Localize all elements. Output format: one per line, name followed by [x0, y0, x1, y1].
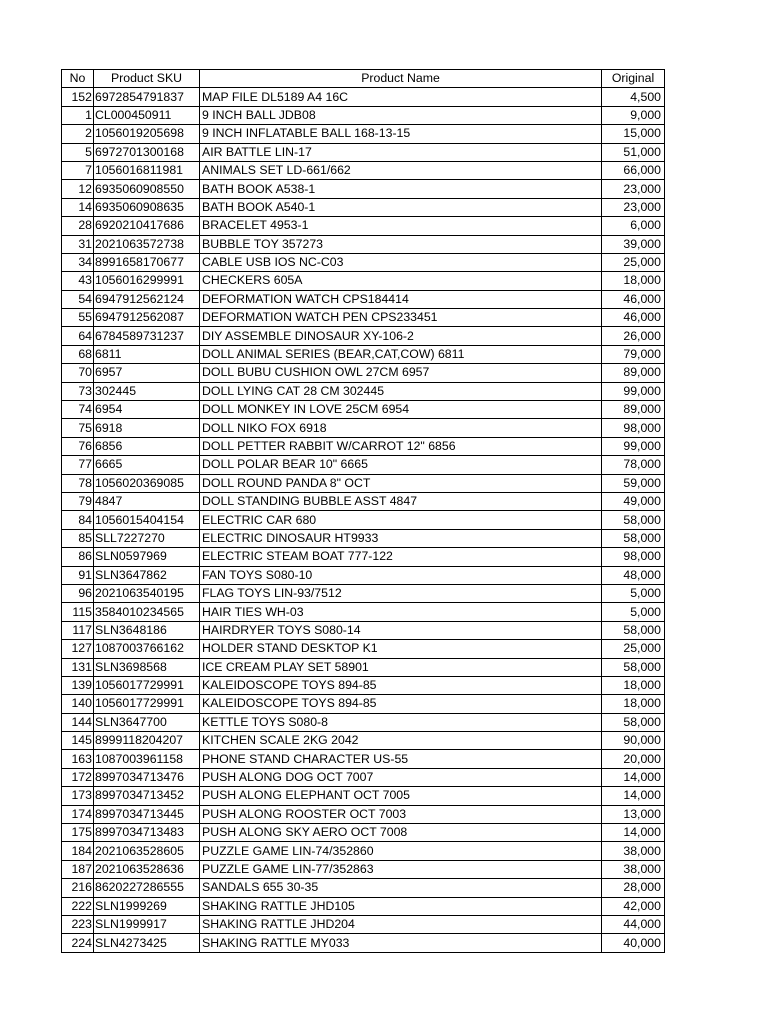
cell-original: 78,000 — [602, 456, 665, 474]
cell-product-name: ICE CREAM PLAY SET 58901 — [200, 658, 602, 676]
cell-original: 18,000 — [602, 676, 665, 694]
cell-product-sku: 6856 — [94, 437, 200, 455]
cell-original: 18,000 — [602, 272, 665, 290]
table-row — [62, 805, 665, 823]
product-table — [61, 69, 665, 953]
table-row — [62, 548, 665, 566]
cell-no: 43 — [62, 272, 94, 290]
cell-product-name: DOLL MONKEY IN LOVE 25CM 6954 — [200, 401, 602, 419]
cell-original: 58,000 — [602, 511, 665, 529]
table-row — [62, 658, 665, 676]
cell-product-sku: 4847 — [94, 492, 200, 510]
cell-product-sku: 6954 — [94, 401, 200, 419]
cell-product-sku: SLN3647862 — [94, 566, 200, 584]
table-row — [62, 290, 665, 308]
cell-no: 96 — [62, 584, 94, 602]
cell-original: 46,000 — [602, 309, 665, 327]
cell-original: 89,000 — [602, 401, 665, 419]
cell-product-name: HAIR TIES WH-03 — [200, 603, 602, 621]
cell-no: 75 — [62, 419, 94, 437]
table-row — [62, 934, 665, 952]
cell-product-name: PHONE STAND CHARACTER US-55 — [200, 750, 602, 768]
cell-no: 224 — [62, 934, 94, 952]
cell-no: 84 — [62, 511, 94, 529]
cell-product-name: SHAKING RATTLE JHD105 — [200, 897, 602, 915]
table-row — [62, 621, 665, 639]
table-row — [62, 253, 665, 271]
cell-original: 42,000 — [602, 897, 665, 915]
cell-product-sku: 1056017729991 — [94, 676, 200, 694]
table-row — [62, 897, 665, 915]
table-row — [62, 143, 665, 161]
cell-no: 216 — [62, 879, 94, 897]
cell-original: 5,000 — [602, 584, 665, 602]
table-row — [62, 842, 665, 860]
cell-no: 12 — [62, 180, 94, 198]
cell-product-sku: 1056020369085 — [94, 474, 200, 492]
cell-no: 68 — [62, 345, 94, 363]
cell-product-name: HAIRDRYER TOYS S080-14 — [200, 621, 602, 639]
cell-original: 25,000 — [602, 640, 665, 658]
cell-no: 31 — [62, 235, 94, 253]
cell-product-name: PUSH ALONG DOG OCT 7007 — [200, 768, 602, 786]
table-row — [62, 217, 665, 235]
cell-product-sku: 1087003961158 — [94, 750, 200, 768]
cell-product-sku: 6918 — [94, 419, 200, 437]
cell-no: 131 — [62, 658, 94, 676]
cell-product-name: ELECTRIC CAR 680 — [200, 511, 602, 529]
cell-no: 115 — [62, 603, 94, 621]
cell-no: 172 — [62, 768, 94, 786]
cell-product-name: ELECTRIC STEAM BOAT 777-122 — [200, 548, 602, 566]
cell-product-sku: 302445 — [94, 382, 200, 400]
table-row — [62, 529, 665, 547]
cell-product-name: DOLL POLAR BEAR 10" 6665 — [200, 456, 602, 474]
cell-product-name: PUSH ALONG ROOSTER OCT 7003 — [200, 805, 602, 823]
cell-no: 184 — [62, 842, 94, 860]
cell-original: 6,000 — [602, 217, 665, 235]
cell-product-sku: 1056019205698 — [94, 125, 200, 143]
cell-original: 58,000 — [602, 529, 665, 547]
cell-product-sku: 1056015404154 — [94, 511, 200, 529]
cell-original: 38,000 — [602, 860, 665, 878]
cell-original: 46,000 — [602, 290, 665, 308]
cell-product-sku: 1056016299991 — [94, 272, 200, 290]
cell-original: 44,000 — [602, 915, 665, 933]
cell-no: 139 — [62, 676, 94, 694]
table-row — [62, 492, 665, 510]
table-row — [62, 566, 665, 584]
table-row — [62, 235, 665, 253]
cell-product-name: DOLL BUBU CUSHION OWL 27CM 6957 — [200, 364, 602, 382]
cell-product-name: PUSH ALONG SKY AERO OCT 7008 — [200, 824, 602, 842]
cell-product-name: MAP FILE DL5189 A4 16C — [200, 88, 602, 106]
cell-product-name: SANDALS 655 30-35 — [200, 879, 602, 897]
header-no: No — [62, 70, 94, 88]
cell-product-name: PUZZLE GAME LIN-77/352863 — [200, 860, 602, 878]
cell-product-sku: CL000450911 — [94, 106, 200, 124]
cell-no: 173 — [62, 787, 94, 805]
cell-original: 4,500 — [602, 88, 665, 106]
cell-product-sku: 2021063572738 — [94, 235, 200, 253]
cell-product-sku: 6947912562087 — [94, 309, 200, 327]
cell-product-name: DEFORMATION WATCH PEN CPS233451 — [200, 309, 602, 327]
cell-product-sku: 2021063528605 — [94, 842, 200, 860]
cell-no: 64 — [62, 327, 94, 345]
cell-no: 91 — [62, 566, 94, 584]
cell-no: 2 — [62, 125, 94, 143]
cell-no: 1 — [62, 106, 94, 124]
cell-product-name: 9 INCH INFLATABLE BALL 168-13-15 — [200, 125, 602, 143]
cell-product-sku: 6920210417686 — [94, 217, 200, 235]
cell-product-sku: 6935060908550 — [94, 180, 200, 198]
cell-original: 40,000 — [602, 934, 665, 952]
table-row — [62, 860, 665, 878]
table-row — [62, 695, 665, 713]
cell-original: 49,000 — [602, 492, 665, 510]
cell-product-name: FAN TOYS S080-10 — [200, 566, 602, 584]
table-row — [62, 584, 665, 602]
cell-no: 140 — [62, 695, 94, 713]
cell-original: 66,000 — [602, 161, 665, 179]
cell-product-name: ANIMALS SET LD-661/662 — [200, 161, 602, 179]
cell-original: 5,000 — [602, 603, 665, 621]
cell-no: 145 — [62, 732, 94, 750]
table-row — [62, 511, 665, 529]
cell-product-sku: SLN1999917 — [94, 915, 200, 933]
cell-no: 78 — [62, 474, 94, 492]
cell-original: 25,000 — [602, 253, 665, 271]
cell-product-sku: 6972701300168 — [94, 143, 200, 161]
cell-product-name: PUSH ALONG ELEPHANT OCT 7005 — [200, 787, 602, 805]
cell-original: 79,000 — [602, 345, 665, 363]
table-row — [62, 787, 665, 805]
cell-original: 39,000 — [602, 235, 665, 253]
cell-no: 34 — [62, 253, 94, 271]
cell-original: 14,000 — [602, 824, 665, 842]
cell-product-name: DOLL LYING CAT 28 CM 302445 — [200, 382, 602, 400]
cell-product-sku: 1087003766162 — [94, 640, 200, 658]
cell-original: 58,000 — [602, 713, 665, 731]
cell-product-sku: 8997034713445 — [94, 805, 200, 823]
cell-original: 58,000 — [602, 658, 665, 676]
cell-product-sku: 6665 — [94, 456, 200, 474]
cell-product-name: DOLL PETTER RABBIT W/CARROT 12" 6856 — [200, 437, 602, 455]
cell-product-sku: 2021063528636 — [94, 860, 200, 878]
cell-product-name: AIR BATTLE LIN-17 — [200, 143, 602, 161]
table-row — [62, 713, 665, 731]
table-row — [62, 879, 665, 897]
cell-product-name: PUZZLE GAME LIN-74/352860 — [200, 842, 602, 860]
cell-product-name: CABLE USB IOS NC-C03 — [200, 253, 602, 271]
table-row — [62, 676, 665, 694]
table-row — [62, 382, 665, 400]
cell-product-sku: 1056016811981 — [94, 161, 200, 179]
header-row — [62, 70, 665, 88]
table-row — [62, 180, 665, 198]
table-row — [62, 272, 665, 290]
cell-product-name: FLAG TOYS LIN-93/7512 — [200, 584, 602, 602]
cell-no: 152 — [62, 88, 94, 106]
cell-product-name: DIY ASSEMBLE DINOSAUR XY-106-2 — [200, 327, 602, 345]
cell-product-name: DOLL NIKO FOX 6918 — [200, 419, 602, 437]
cell-original: 23,000 — [602, 198, 665, 216]
cell-original: 98,000 — [602, 548, 665, 566]
table-row — [62, 198, 665, 216]
cell-product-name: BATH BOOK A538-1 — [200, 180, 602, 198]
cell-product-sku: SLN3698568 — [94, 658, 200, 676]
cell-original: 51,000 — [602, 143, 665, 161]
cell-product-name: 9 INCH BALL JDB08 — [200, 106, 602, 124]
cell-original: 98,000 — [602, 419, 665, 437]
cell-product-sku: SLN3648186 — [94, 621, 200, 639]
table-row — [62, 456, 665, 474]
cell-product-sku: 6784589731237 — [94, 327, 200, 345]
table-row — [62, 364, 665, 382]
cell-product-sku: SLN4273425 — [94, 934, 200, 952]
cell-product-name: DEFORMATION WATCH CPS184414 — [200, 290, 602, 308]
cell-no: 222 — [62, 897, 94, 915]
cell-product-name: DOLL ANIMAL SERIES (BEAR,CAT,COW) 6811 — [200, 345, 602, 363]
cell-no: 5 — [62, 143, 94, 161]
table-row — [62, 327, 665, 345]
cell-product-name: KALEIDOSCOPE TOYS 894-85 — [200, 695, 602, 713]
cell-original: 99,000 — [602, 382, 665, 400]
cell-product-name: BATH BOOK A540-1 — [200, 198, 602, 216]
cell-no: 127 — [62, 640, 94, 658]
cell-product-sku: SLL7227270 — [94, 529, 200, 547]
cell-original: 9,000 — [602, 106, 665, 124]
cell-product-name: CHECKERS 605A — [200, 272, 602, 290]
table-row — [62, 345, 665, 363]
table-row — [62, 768, 665, 786]
cell-product-name: BRACELET 4953-1 — [200, 217, 602, 235]
cell-no: 55 — [62, 309, 94, 327]
cell-no: 79 — [62, 492, 94, 510]
cell-no: 74 — [62, 401, 94, 419]
cell-product-sku: 6957 — [94, 364, 200, 382]
cell-product-sku: 3584010234565 — [94, 603, 200, 621]
cell-no: 77 — [62, 456, 94, 474]
cell-product-name: KALEIDOSCOPE TOYS 894-85 — [200, 676, 602, 694]
cell-original: 89,000 — [602, 364, 665, 382]
cell-product-sku: SLN1999269 — [94, 897, 200, 915]
table-row — [62, 750, 665, 768]
cell-no: 28 — [62, 217, 94, 235]
header-product-sku: Product SKU — [94, 70, 200, 88]
cell-product-sku: 1056017729991 — [94, 695, 200, 713]
cell-original: 14,000 — [602, 787, 665, 805]
cell-original: 15,000 — [602, 125, 665, 143]
cell-original: 18,000 — [602, 695, 665, 713]
cell-original: 28,000 — [602, 879, 665, 897]
cell-product-sku: SLN0597969 — [94, 548, 200, 566]
cell-product-name: DOLL STANDING BUBBLE ASST 4847 — [200, 492, 602, 510]
cell-no: 223 — [62, 915, 94, 933]
cell-no: 7 — [62, 161, 94, 179]
table-row — [62, 603, 665, 621]
cell-no: 14 — [62, 198, 94, 216]
cell-product-sku: 2021063540195 — [94, 584, 200, 602]
table-row — [62, 309, 665, 327]
table-row — [62, 915, 665, 933]
cell-product-sku: 8999118204207 — [94, 732, 200, 750]
cell-product-sku: 6811 — [94, 345, 200, 363]
cell-no: 175 — [62, 824, 94, 842]
cell-product-name: HOLDER STAND DESKTOP K1 — [200, 640, 602, 658]
cell-product-name: BUBBLE TOY 357273 — [200, 235, 602, 253]
cell-product-name: ELECTRIC DINOSAUR HT9933 — [200, 529, 602, 547]
cell-product-sku: 6947912562124 — [94, 290, 200, 308]
cell-original: 26,000 — [602, 327, 665, 345]
cell-no: 70 — [62, 364, 94, 382]
table-row — [62, 732, 665, 750]
table-row — [62, 161, 665, 179]
cell-no: 187 — [62, 860, 94, 878]
cell-product-sku: 8620227286555 — [94, 879, 200, 897]
cell-product-name: SHAKING RATTLE JHD204 — [200, 915, 602, 933]
cell-product-name: SHAKING RATTLE MY033 — [200, 934, 602, 952]
cell-no: 73 — [62, 382, 94, 400]
cell-original: 38,000 — [602, 842, 665, 860]
cell-no: 76 — [62, 437, 94, 455]
cell-product-sku: 8997034713452 — [94, 787, 200, 805]
cell-original: 23,000 — [602, 180, 665, 198]
table-row — [62, 474, 665, 492]
cell-original: 90,000 — [602, 732, 665, 750]
cell-product-name: DOLL ROUND PANDA 8" OCT — [200, 474, 602, 492]
cell-product-name: KITCHEN SCALE 2KG 2042 — [200, 732, 602, 750]
table-row — [62, 437, 665, 455]
header-product-name: Product Name — [200, 70, 602, 88]
table-row — [62, 824, 665, 842]
cell-product-name: KETTLE TOYS S080-8 — [200, 713, 602, 731]
cell-no: 54 — [62, 290, 94, 308]
table-row — [62, 401, 665, 419]
table-row — [62, 88, 665, 106]
cell-original: 20,000 — [602, 750, 665, 768]
cell-original: 59,000 — [602, 474, 665, 492]
table-row — [62, 640, 665, 658]
cell-product-sku: 8997034713483 — [94, 824, 200, 842]
cell-original: 58,000 — [602, 621, 665, 639]
cell-product-sku: 6972854791837 — [94, 88, 200, 106]
cell-product-sku: 6935060908635 — [94, 198, 200, 216]
cell-no: 163 — [62, 750, 94, 768]
cell-original: 13,000 — [602, 805, 665, 823]
cell-original: 99,000 — [602, 437, 665, 455]
header-original: Original — [602, 70, 665, 88]
table-row — [62, 419, 665, 437]
cell-product-sku: 8991658170677 — [94, 253, 200, 271]
cell-no: 174 — [62, 805, 94, 823]
cell-no: 86 — [62, 548, 94, 566]
cell-no: 85 — [62, 529, 94, 547]
cell-original: 48,000 — [602, 566, 665, 584]
table-row — [62, 106, 665, 124]
cell-product-sku: 8997034713476 — [94, 768, 200, 786]
cell-no: 144 — [62, 713, 94, 731]
table-row — [62, 125, 665, 143]
cell-product-sku: SLN3647700 — [94, 713, 200, 731]
cell-original: 14,000 — [602, 768, 665, 786]
cell-no: 117 — [62, 621, 94, 639]
